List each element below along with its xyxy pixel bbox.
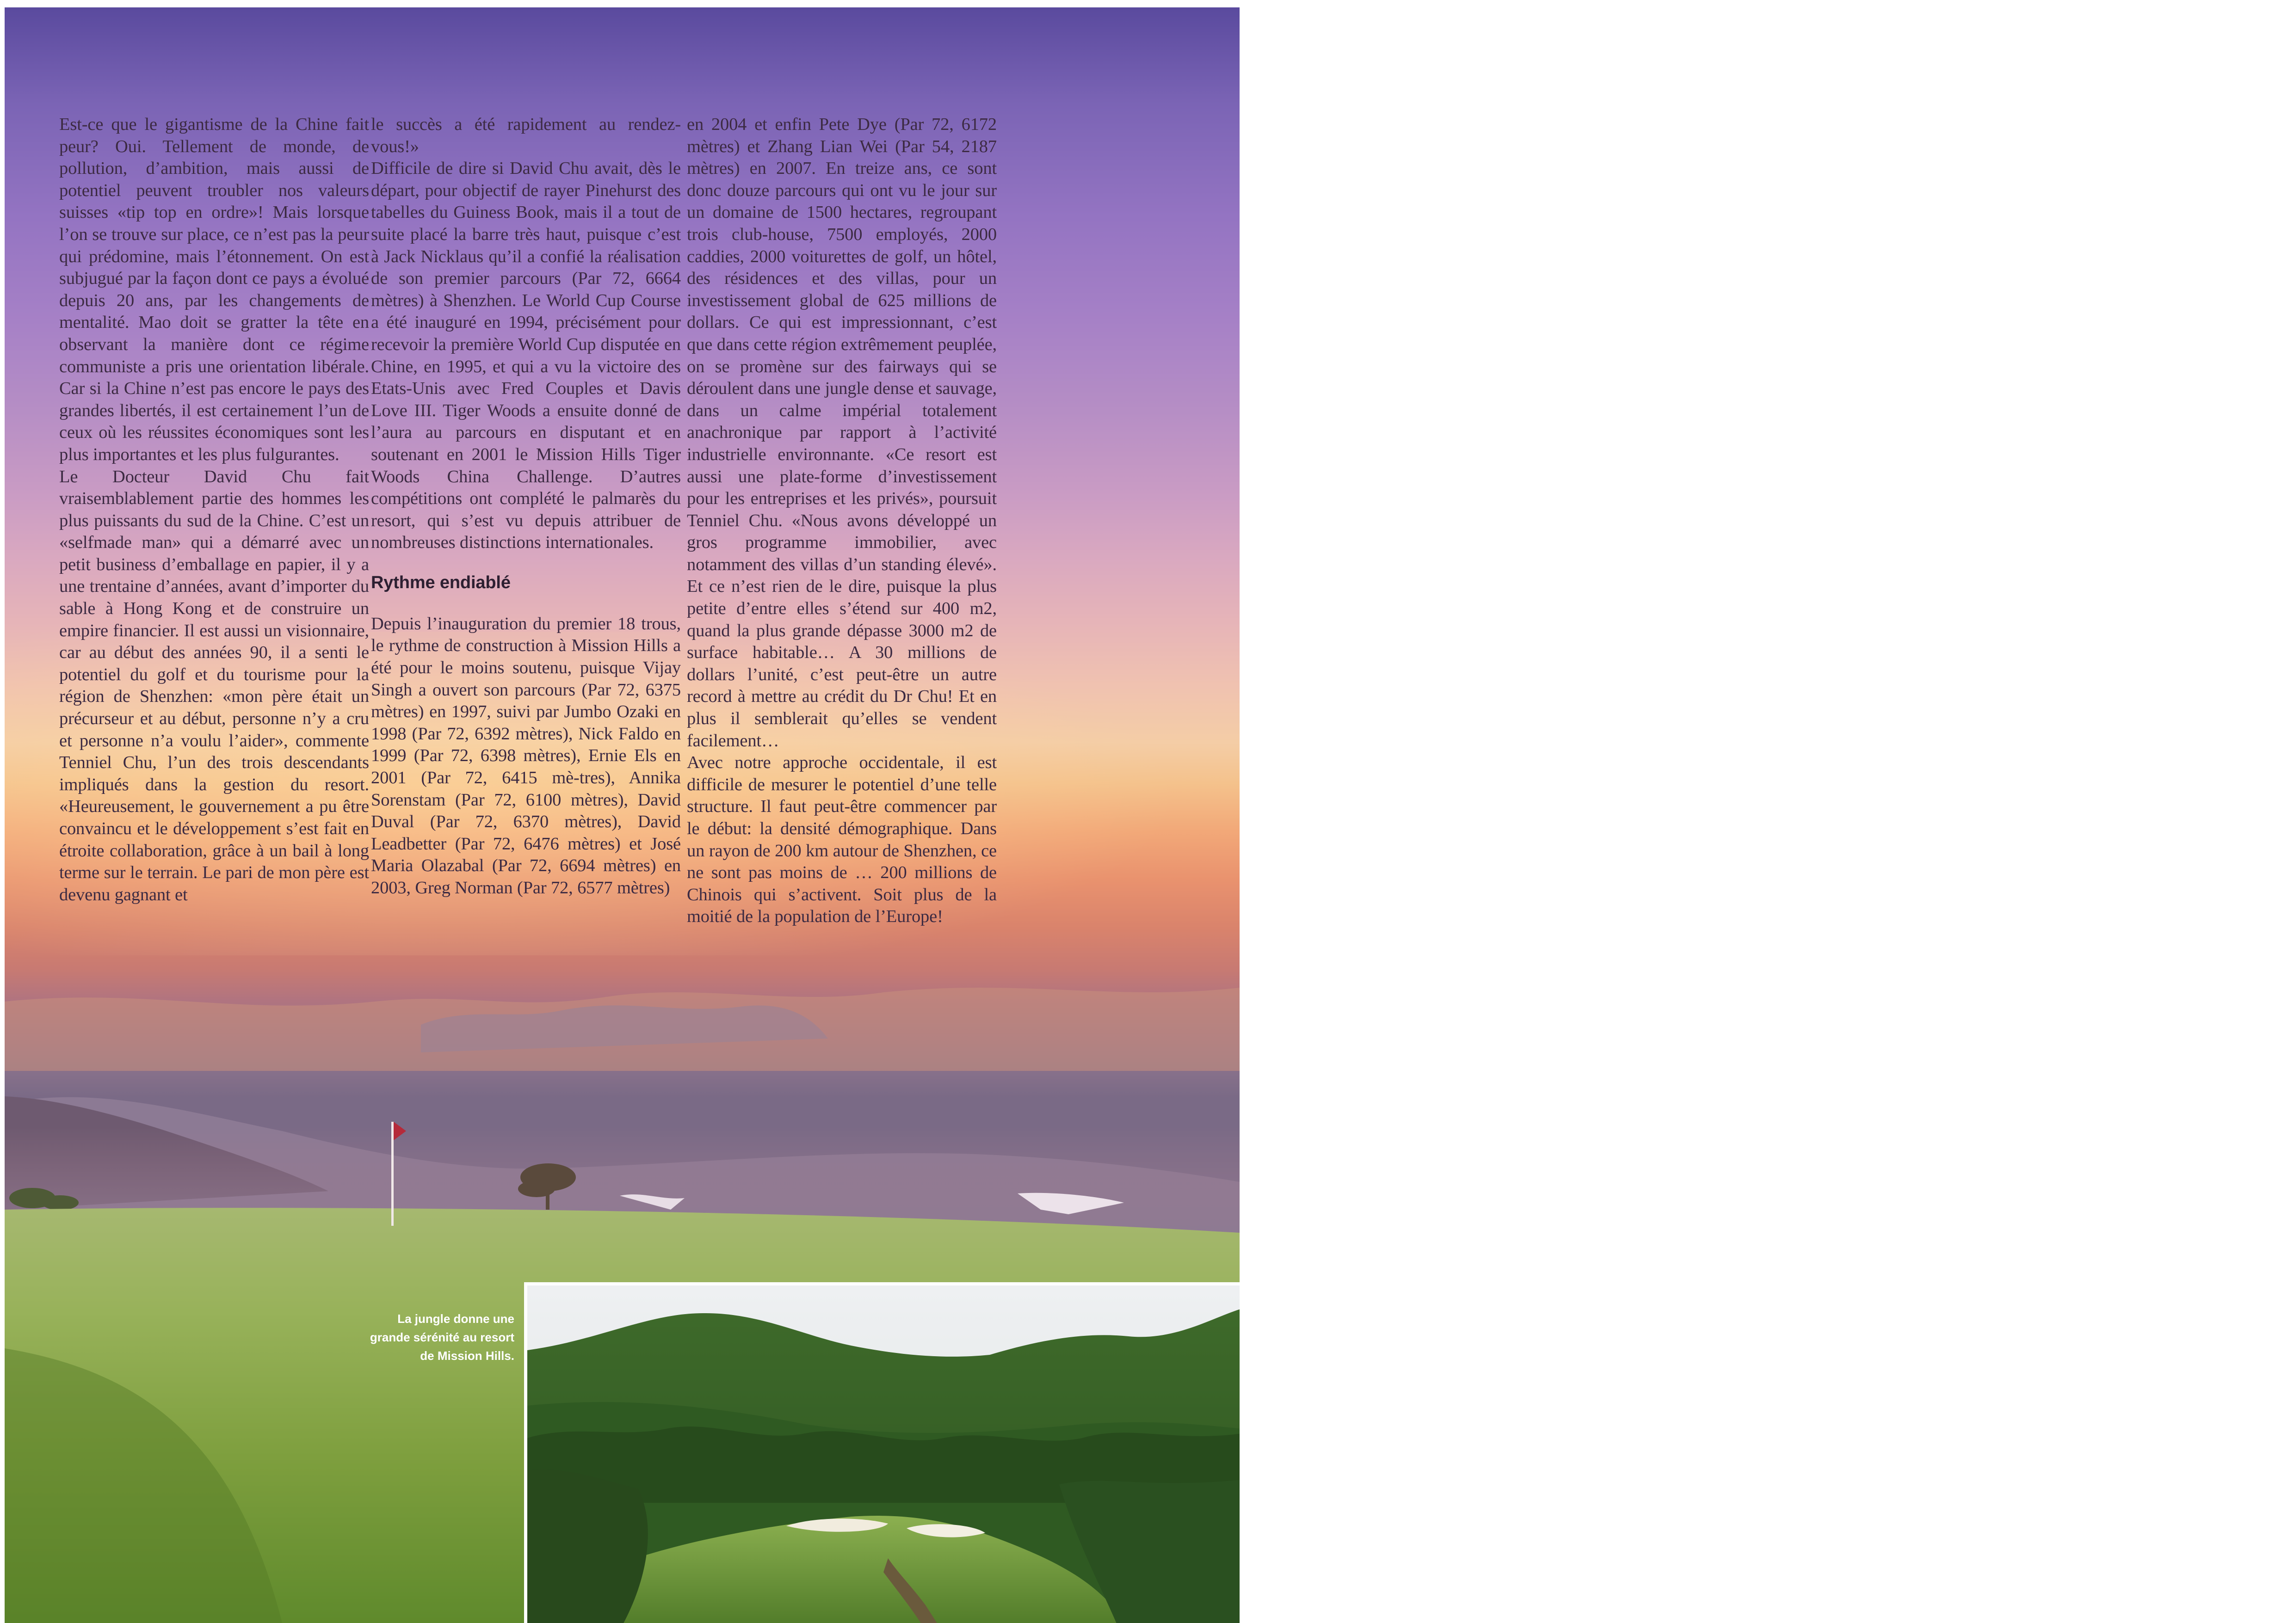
article-column-3	[687, 114, 997, 928]
paragraph: Le Docteur David Chu fait vraisemblablement partie des hommes les plus puissants du sud de la Chine. C’est un «selfmade man» qui a démarré avec un petit business d’emballage en papier, il y a une trentaine d’années, avant d’importer du sable à Hong Kong et de construire un empire financier. Il est aussi un visionnaire, car au début des années 90, il a senti le potentiel du golf et du tourisme pour la région de Shenzhen: «mon père était un précurseur et au début, personne n’y a cru et personne n’a voulu l’aider», commente Tenniel Chu, l’un des trois descendants impliqués dans la gestion du resort. «Heureusement, le gouvernement a pu être convaincu et le développement s’est fait en étroite collaboration, grâce à un bail à long terme sur le terrain. Le pari de mon père est devenu gagnant et	[59, 467, 369, 904]
section-heading: Rythme endiablé	[371, 572, 511, 592]
jungle-golf-inset-photo	[524, 1282, 1240, 1623]
paragraph: le succès a été rapidement au rendez-vous!»	[371, 115, 681, 156]
magazine-spread	[5, 7, 1240, 1623]
photo-caption: La jungle donne une grande sérénité au resort de Mission Hills.	[370, 1312, 514, 1363]
paragraph: Difficile de dire si David Chu avait, dès le départ, pour objectif de rayer Pinehurst des tabelles du Guiness Book, mais il a tout de suite placé la barre très haut, puisque c’est à Jack Nicklaus qu’il a confié la réalisation de son premier parcours (Par 72, 6664 mètres) à Shenzhen. Le World Cup Course a été inauguré en 1994, précisément pour recevoir la première World Cup disputée en Chine, en 1995, et qui a vu la victoire des Etats-Unis avec Fred Couples et Davis Love III. Tiger Woods a ensuite donné de l’aura au parcours en disputant et en soutenant en 2001 le Mission Hills Tiger Woods China Challenge. D’autres compétitions ont complété le palmarès du resort, qui s’est vu depuis attribuer de nombreuses distinctions internationales.	[371, 159, 681, 553]
jungle-hills-photo	[527, 1285, 1240, 1623]
article-column-1	[59, 114, 369, 906]
paragraph: Est-ce que le gigantisme de la Chine fait peur? Oui. Tellement de monde, de pollution, d’ambition, mais aussi de potentiel peuvent troubler nos valeurs suisses «tip top en ordre»! Mais lorsque l’on se trouve sur place, ce n’est pas la peur qui prédomine, mais l’étonnement. On est subjugué par la façon dont ce pays a évolué depuis 20 ans, par les changements de mentalité. Mao doit se gratter la tête en observant la manière dont ce régime communiste a pris une orientation libérale. Car si la Chine n’est pas encore le pays des grandes libertés, il est certainement l’un de ceux où les réussites économiques sont les plus importantes et les plus fulgurantes.	[59, 115, 369, 464]
foreground-trees-left	[527, 1469, 648, 1623]
paragraph: en 2004 et enfin Pete Dye (Par 72, 6172 mètres) et Zhang Lian Wei (Par 54, 2187 mètres) en 2007. En treize ans, ce sont donc douze parcours qui ont vu le jour sur un domaine de 1500 hectares, regroupant trois club-house, 7500 employés, 2000 caddies, 2000 voiturettes de golf, un hôtel, des résidences et des villas, pour un investissement global de 625 millions de dollars. Ce qui est impressionnant, c’est que dans cette région extrêmement peuplée, on se promène sur des fairways qui se déroulent dans une jungle dense et sauvage, dans un calme impérial totalement anachronique par rapport à l’activité industrielle environnante. «Ce resort est aussi une plate-forme d’investissement pour les entreprises et les privés», poursuit Tenniel Chu. «Nous avons développé un gros programme immobilier, avec notamment des villas d’un standing élevé». Et ce n’est rien de le dire, puisque la plus petite d’entre elles s’étend sur 400 m2, quand la plus grande dépasse 3000 m2 de surface habitable… A 30 millions de dollars l’unité, c’est peut-être un autre record à mettre au crédit du Dr Chu! Et en plus il semblerait qu’elles se vendent facilement…	[687, 115, 997, 750]
paragraph: Depuis l’inauguration du premier 18 trous, le rythme de construction à Mission Hills a été pour le moins soutenu, puisque Vijay Singh a ouvert son parcours (Par 72, 6375 mètres) en 1997, suivi par Jumbo Ozaki en 1998 (Par 72, 6392 mètres), Nick Faldo en 1999 (Par 72, 6398 mètres), Ernie Els en 2001 (Par 72, 6415 mè-tres), Annika Sorenstam (Par 72, 6100 mètres), David Duval (Par 72, 6370 mètres), David Leadbetter (Par 72, 6476 mètres) et José Maria Olazabal (Par 72, 6694 mètres) en 2003, Greg Norman (Par 72, 6577 mètres)	[371, 614, 681, 898]
article-column-2	[371, 114, 681, 899]
paragraph: Avec notre approche occidentale, il est difficile de mesurer le potentiel d’une telle structure. Il faut peut-être commencer par le début: la densité démographique. Dans un rayon de 200 km autour de Shenzhen, ce ne sont pas moins de … 200 millions de Chinois qui s’activent. Soit plus de la moitié de la population de l’Europe!	[687, 753, 997, 927]
